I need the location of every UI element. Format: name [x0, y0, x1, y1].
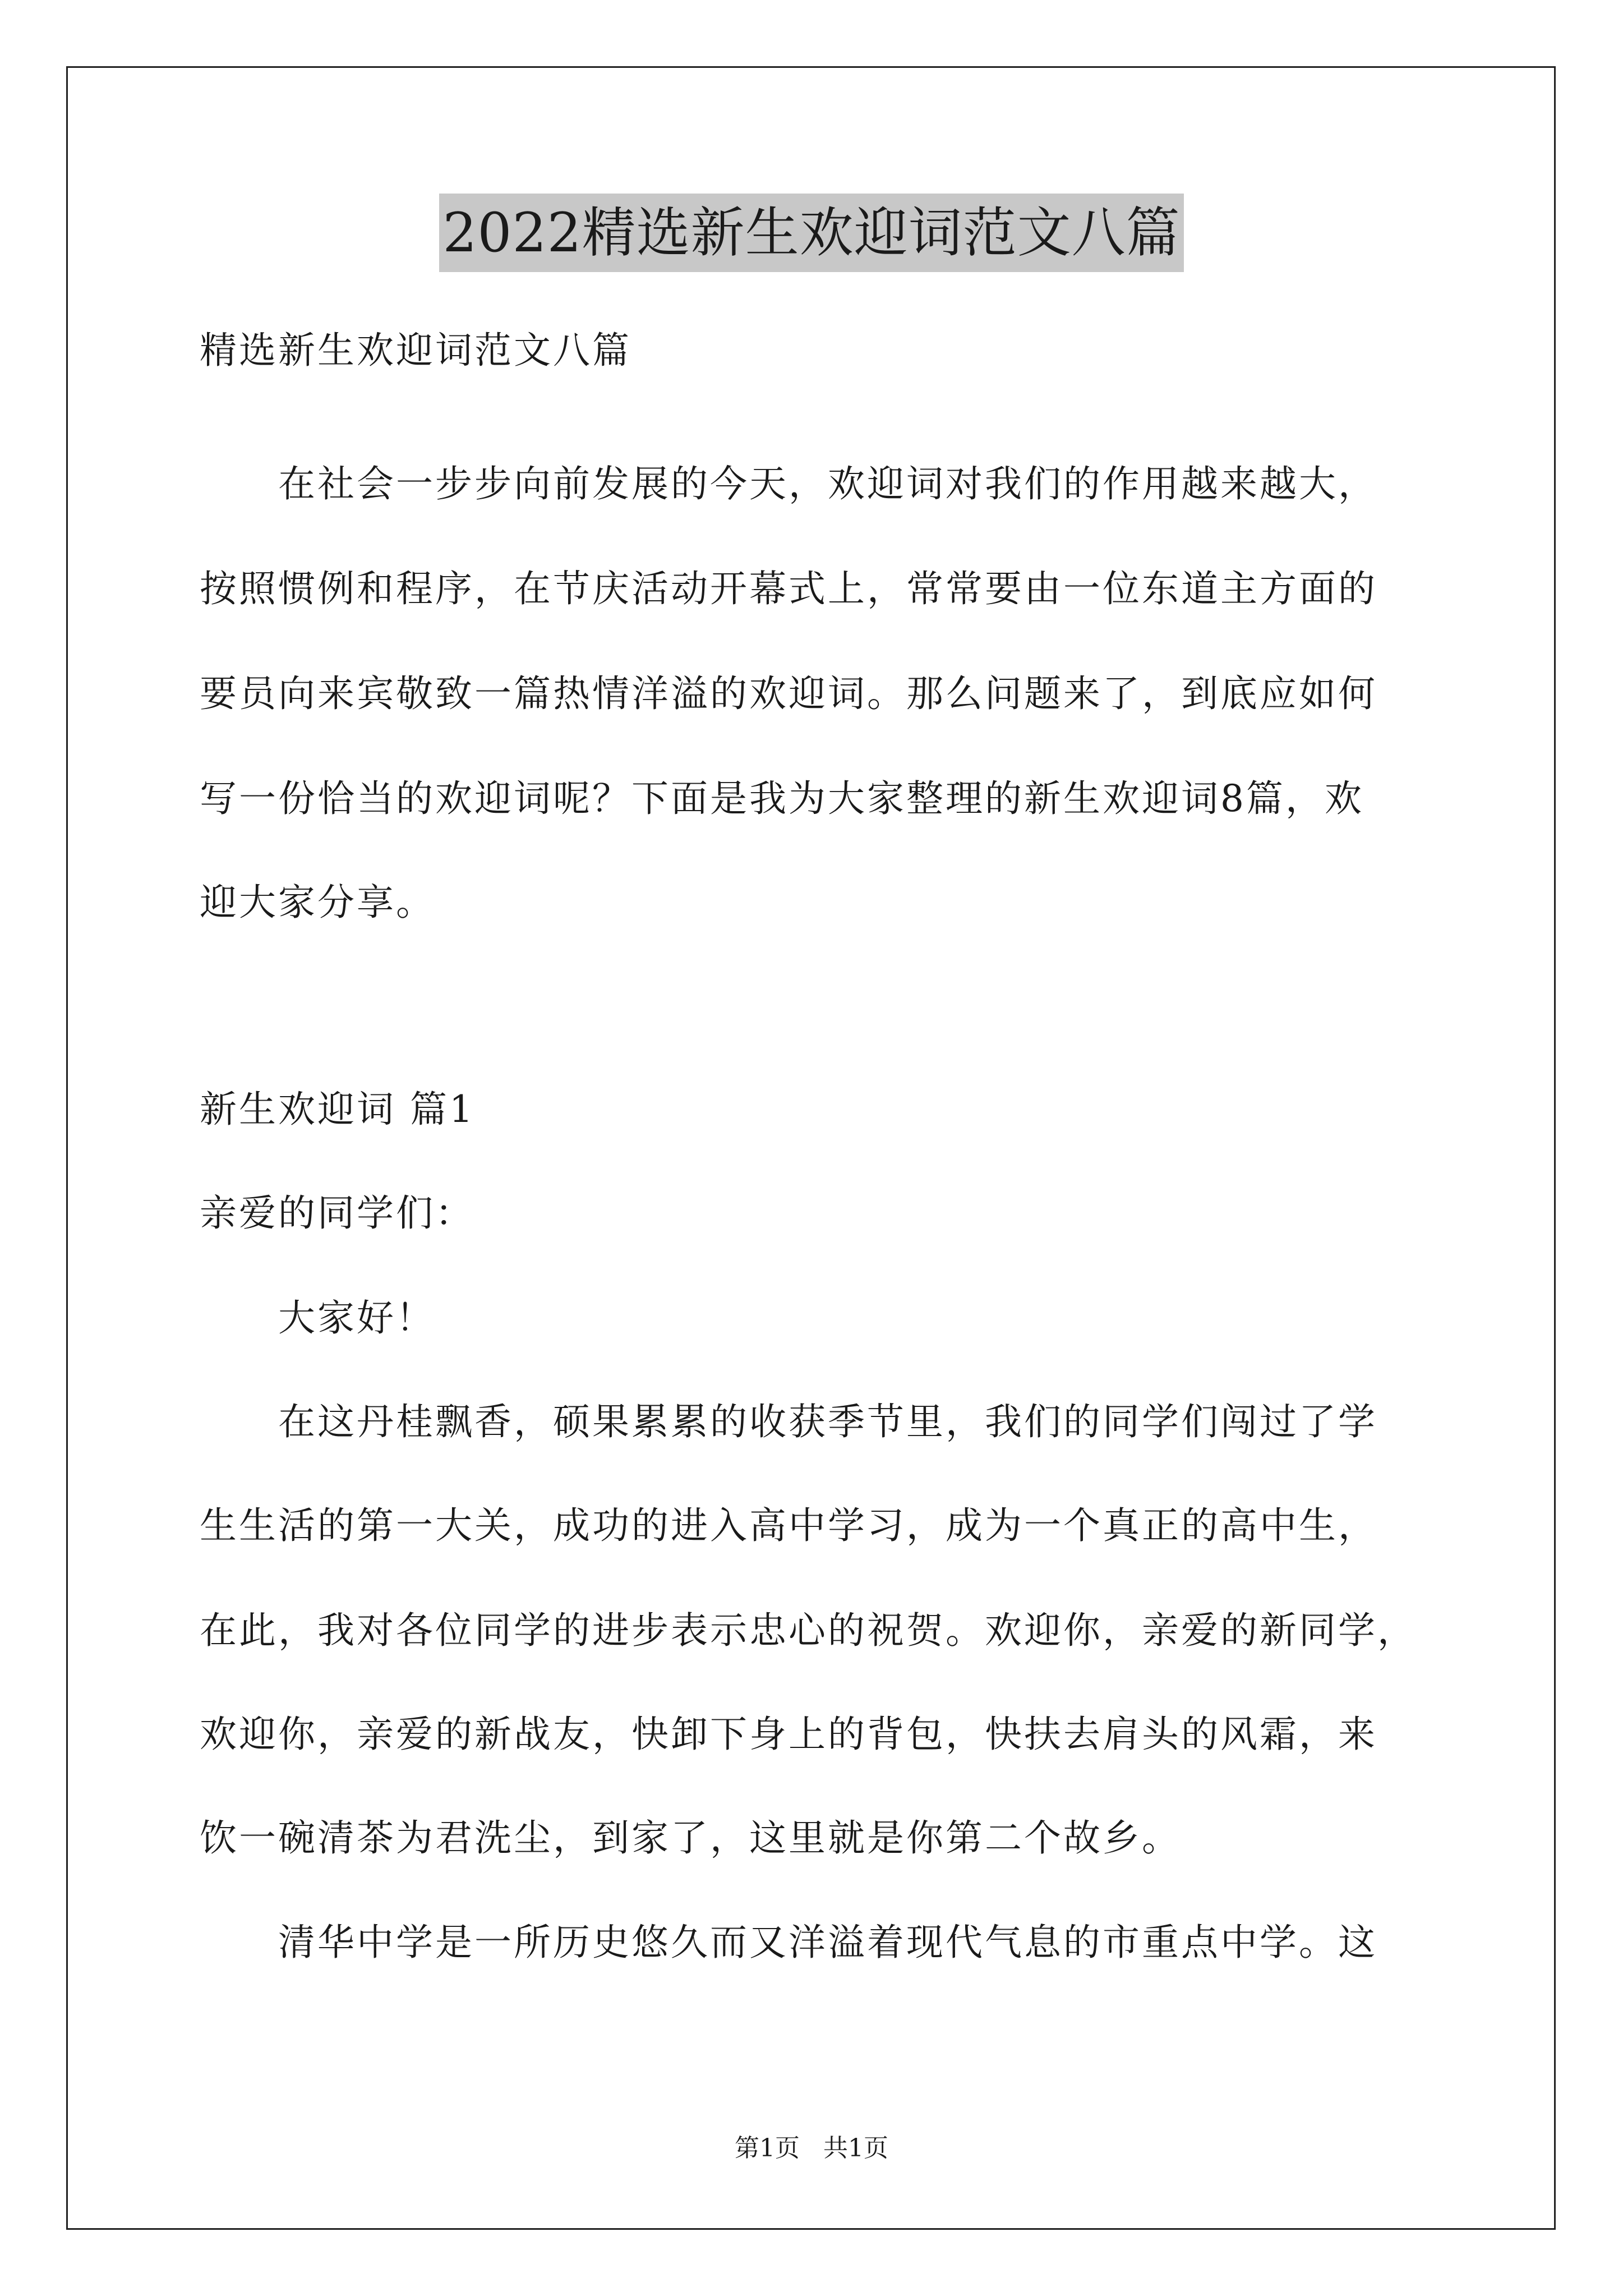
page-total: 共1页 [823, 2134, 888, 2162]
document-title: 2022精选新生欢迎词范文八篇 [439, 194, 1183, 272]
subtitle-line: 精选新生欢迎词范文八篇 [200, 329, 631, 372]
body-line: 生生活的第一大关，成功的进入高中学习，成为一个真正的高中生， [200, 1504, 1377, 1547]
body-line: 写一份恰当的欢迎词呢？下面是我为大家整理的新生欢迎词8篇，欢 [200, 777, 1364, 820]
body-line: 饮一碗清茶为君洗尘，到家了，这里就是你第二个故乡。 [200, 1816, 1181, 1860]
body-line: 迎大家分享。 [200, 881, 435, 924]
body-line: 在这丹桂飘香，硕果累累的收获季节里，我们的同学们闯过了学 [200, 1400, 1377, 1443]
body-line: 按照惯例和程序，在节庆活动开幕式上，常常要由一位东道主方面的 [200, 567, 1377, 610]
body-line: 在社会一步步向前发展的今天，欢迎词对我们的作用越来越大， [200, 462, 1377, 505]
body-line: 清华中学是一所历史悠久而又洋溢着现代气息的市重点中学。这 [200, 1921, 1377, 1964]
body-line: 在此，我对各位同学的进步表示忠心的祝贺。欢迎你，亲爱的新同学， [200, 1609, 1417, 1652]
salutation-line: 亲爱的同学们： [200, 1191, 474, 1235]
body-line: 要员向来宾敬致一篇热情洋溢的欢迎词。那么问题来了，到底应如何 [200, 672, 1377, 715]
page-number: 第1页 [735, 2134, 800, 2162]
page-footer [0, 2132, 1623, 2165]
title-container [0, 194, 1623, 272]
page-border [66, 66, 1556, 2230]
body-line: 欢迎你，亲爱的新战友，快卸下身上的背包，快扶去肩头的风霜，来 [200, 1713, 1377, 1756]
greeting-line: 大家好！ [200, 1296, 435, 1340]
section-heading: 新生欢迎词 篇1 [200, 1088, 475, 1131]
